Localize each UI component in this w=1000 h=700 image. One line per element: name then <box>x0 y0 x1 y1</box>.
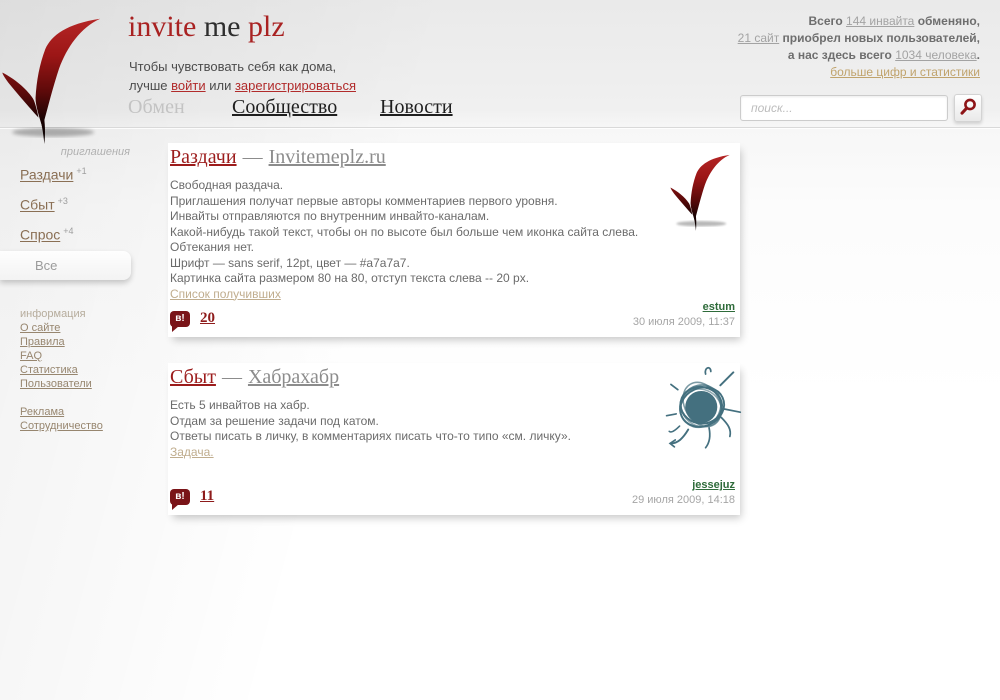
comments-bubble-icon: в! <box>170 311 190 327</box>
post-body <box>170 178 670 302</box>
post-body-line: Отдам за решение задачи под катом. <box>170 413 379 428</box>
stats-line1-post: обменяно, <box>914 14 980 28</box>
post-site-link[interactable]: Invitemeplz.ru <box>268 146 386 168</box>
site-title-part2: me <box>196 10 248 43</box>
site-title <box>128 10 285 44</box>
post-body-line: Обтекания нет. <box>170 240 254 254</box>
search-button[interactable] <box>954 94 982 122</box>
post-card <box>168 363 740 515</box>
post-comments <box>170 310 215 327</box>
sidebar-item-razdachi-badge: +1 <box>76 166 87 176</box>
post-recipients-link[interactable]: Список получивших <box>170 286 281 301</box>
post-title <box>170 366 740 389</box>
post-title-dash: — <box>221 366 242 388</box>
post-body-line: Есть 5 инвайтов на хабр. <box>170 398 310 412</box>
login-link[interactable]: войти <box>171 78 206 93</box>
nav-item-community[interactable]: Сообщество <box>232 96 338 118</box>
post-date: 30 июля 2009, 11:37 <box>632 316 735 328</box>
sidebar-item-ads[interactable]: Реклама <box>20 406 65 418</box>
post-category-link[interactable]: Раздачи <box>170 146 237 168</box>
post-body-line: Приглашения получат первые авторы комментариев первого уровня. <box>170 193 558 208</box>
sidebar-item-razdachi-label[interactable]: Раздачи <box>20 166 74 183</box>
post-inner <box>168 363 740 515</box>
post-body-line: Инвайты отправляются по внутренним инвайто-каналам. <box>170 209 490 223</box>
sidebar-item-cooperation[interactable]: Сотрудничество <box>20 420 103 432</box>
post-author-link[interactable]: jessejuz <box>692 479 735 491</box>
stats-line1-pre: Всего <box>808 14 847 28</box>
register-link[interactable]: зарегистрироваться <box>234 78 356 93</box>
post-author-link[interactable]: estum <box>702 301 735 313</box>
stats-line2-post: приобрел новых пользователей, <box>779 31 980 45</box>
post-body-line: Какой-нибудь такой текст, чтобы он по высоте был больше чем иконка сайта слева. <box>170 224 639 239</box>
post-comments <box>170 488 214 505</box>
sidebar-item-statistics[interactable]: Статистика <box>20 364 78 376</box>
post-body-line: Шрифт — sans serif, 12pt, цвет — #a7a7a7. <box>170 255 410 270</box>
sidebar-item-sbyt-badge: +3 <box>57 196 68 206</box>
nav-item-news[interactable]: Новости <box>380 96 453 118</box>
post-body <box>170 398 670 460</box>
post-title-dash: — <box>242 146 263 168</box>
invitemeplz-site-icon <box>670 146 742 237</box>
stats-block <box>738 13 980 81</box>
sidebar-item-spros-label[interactable]: Спрос <box>20 226 61 243</box>
stats-invites-link[interactable]: 144 инвайта <box>846 14 915 28</box>
logo-bird-icon[interactable] <box>2 4 120 146</box>
stats-line3-pre: а нас здесь всего <box>787 48 896 62</box>
sidebar-item-spros-badge: +4 <box>63 226 74 236</box>
post-inner <box>168 143 740 337</box>
sidebar-item-spros[interactable] <box>20 226 74 243</box>
post-task-link[interactable]: Задача. <box>170 444 214 459</box>
post-card <box>168 143 740 337</box>
post-body-line: Картинка сайта размером 80 на 80, отступ текста слева -- 20 px. <box>170 271 530 285</box>
search-icon <box>957 106 979 121</box>
comments-count-link[interactable]: 11 <box>200 488 215 504</box>
stats-sites-link[interactable]: 21 сайт <box>737 31 780 45</box>
sidebar-item-faq[interactable]: FAQ <box>20 350 43 362</box>
tagline <box>129 57 356 95</box>
post-meta <box>633 299 735 329</box>
habr-site-icon <box>664 363 742 456</box>
post-body-line: Ответы писать в личку, в комментариях писать что-то типо «см. личку». <box>170 429 571 443</box>
post-category-link[interactable]: Сбыт <box>170 366 216 388</box>
sidebar-item-sbyt-label[interactable]: Сбыт <box>20 196 55 213</box>
comments-bubble-icon: в! <box>170 489 190 505</box>
sidebar-item-razdachi[interactable] <box>20 166 87 183</box>
stats-line3-post: . <box>976 48 980 62</box>
nav-item-exchange[interactable]: Обмен <box>128 96 185 118</box>
post-body-line: Свободная раздача. <box>170 178 284 192</box>
tagline-line2-prefix: лучше <box>129 78 172 93</box>
search-input[interactable] <box>740 95 948 121</box>
post-date: 29 июля 2009, 14:18 <box>632 494 735 506</box>
site-title-part3: plz <box>247 10 285 43</box>
sidebar-item-rules[interactable]: Правила <box>20 336 65 348</box>
header-separator-highlight <box>0 128 1000 129</box>
stats-users-link[interactable]: 1034 человека <box>895 48 977 62</box>
sidebar-item-all[interactable]: Все <box>0 251 131 280</box>
sidebar-item-sbyt[interactable] <box>20 196 68 213</box>
sidebar-item-about[interactable]: О сайте <box>20 322 61 334</box>
post-meta <box>632 477 735 507</box>
sidebar-info-label: информация <box>20 308 86 320</box>
post-site-link[interactable]: Хабрахабр <box>247 366 340 388</box>
post-title <box>170 146 740 169</box>
site-title-part1: invite <box>128 10 197 43</box>
comments-count-link[interactable]: 20 <box>200 310 215 326</box>
tagline-line1: Чтобы чувствовать себя как дома, <box>129 59 337 74</box>
sidebar-invites-label: приглашения <box>60 146 130 158</box>
tagline-or: или <box>205 78 235 93</box>
stats-more-link[interactable]: больше цифр и статистики <box>830 65 980 79</box>
sidebar-item-users[interactable]: Пользователи <box>20 378 92 390</box>
